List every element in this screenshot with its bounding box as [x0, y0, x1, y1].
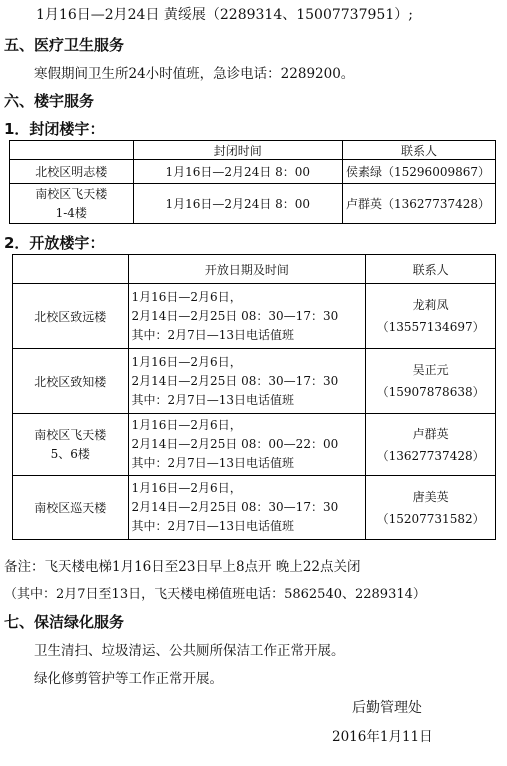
open-buildings-heading: 2．开放楼宇：	[4, 234, 105, 252]
table-row	[10, 160, 496, 184]
contact-phone: （13627737428）	[376, 448, 485, 463]
table-row	[13, 476, 496, 540]
building-cell	[13, 414, 129, 476]
section7-heading: 七、保洁绿化服务	[4, 613, 125, 631]
building-line: 南校区飞天楼	[35, 186, 108, 201]
contact-cell	[366, 284, 496, 349]
building-cell: 北校区明志楼	[10, 160, 134, 184]
header-cell: 封闭时间	[133, 141, 342, 160]
elevator-duty-note: （其中：2月7日至13日，飞天楼电梯值班电话：5862540、2289314）	[4, 587, 426, 602]
time-line: 1月16日—2月6日，	[131, 354, 242, 369]
table-row	[13, 349, 496, 414]
contact-phone: （15207731582）	[376, 511, 485, 526]
elevator-note: 备注：飞天楼电梯1月16日至23日早上8点开 晚上22点关闭	[4, 559, 361, 575]
greening-text: 绿化修剪管护等工作正常开展。	[34, 671, 223, 687]
section6-heading: 六、楼宇服务	[4, 92, 95, 110]
time-line: 其中：2月7日—13日电话值班	[131, 327, 295, 342]
time-line: 其中：2月7日—13日电话值班	[131, 456, 295, 470]
table-header-row	[10, 141, 496, 160]
open-buildings-table	[12, 254, 496, 540]
building-line: 南校区飞天楼	[34, 427, 107, 442]
time-cell: 1月16日—2月24日 8：00	[133, 160, 342, 184]
contact-name: 吴正元	[412, 363, 449, 377]
times-cell	[128, 349, 366, 414]
contact-cell	[366, 414, 496, 476]
closed-buildings-table	[9, 140, 496, 224]
header-cell: 联系人	[343, 141, 496, 160]
building-line: 1-4楼	[55, 205, 87, 220]
contact-phone: （15907878638）	[376, 385, 485, 399]
header-cell: 开放日期及时间	[128, 255, 366, 284]
time-line: 其中：2月7日—13日电话值班	[131, 392, 295, 407]
closed-buildings-heading: 1．封闭楼宇：	[4, 120, 105, 138]
building-cell	[10, 184, 134, 224]
cleaning-text: 卫生清扫、垃圾清运、公共厕所保洁工作正常开展。	[34, 643, 345, 659]
contact-cell: 卢群英（13627737428）	[343, 184, 496, 224]
time-line: 1月16日—2月6日，	[131, 289, 242, 304]
time-line: 1月16日—2月6日，	[131, 418, 242, 432]
contact-cell: 侯素绿（15296009867）	[343, 160, 496, 184]
signature-date: 2016年1月11日	[332, 729, 433, 745]
time-line: 其中：2月7日—13日电话值班	[131, 519, 295, 533]
signature-org: 后勤管理处	[352, 700, 422, 716]
time-line: 2月14日—2月25日 08：30—17：30	[131, 308, 339, 323]
table-row	[13, 284, 496, 349]
header-cell	[13, 255, 129, 284]
times-cell	[128, 414, 366, 476]
table-row	[10, 184, 496, 224]
section5-heading: 五、医疗卫生服务	[4, 36, 125, 54]
table-row	[13, 414, 496, 476]
times-cell	[128, 476, 366, 540]
contact-cell	[366, 476, 496, 540]
contact-cell	[366, 349, 496, 414]
section5-text: 寒假期间卫生所24小时值班，急诊电话：2289200。	[34, 66, 355, 82]
building-cell: 北校区致远楼	[13, 284, 129, 349]
contact-name: 唐美英	[412, 489, 449, 504]
contact-name: 龙莉凤	[412, 298, 449, 312]
building-cell: 北校区致知楼	[13, 349, 129, 414]
building-cell: 南校区巡天楼	[13, 476, 129, 540]
time-cell: 1月16日—2月24日 8：00	[133, 184, 342, 224]
time-line: 2月14日—2月25日 08：30—17：30	[131, 373, 339, 388]
contact-phone: （13557134697）	[376, 320, 485, 334]
times-cell	[128, 284, 366, 349]
time-line: 2月14日—2月25日 08：00—22：00	[131, 437, 339, 451]
time-line: 2月14日—2月25日 08：30—17：30	[131, 500, 339, 514]
top-line: 1月16日—2月24日 黄绥展（2289314、15007737951）;	[36, 7, 413, 23]
table-header-row	[13, 255, 496, 284]
header-cell: 联系人	[366, 255, 496, 284]
contact-name: 卢群英	[412, 426, 449, 441]
header-cell	[10, 141, 134, 160]
building-line: 5、6楼	[50, 446, 90, 461]
time-line: 1月16日—2月6日，	[131, 481, 242, 495]
